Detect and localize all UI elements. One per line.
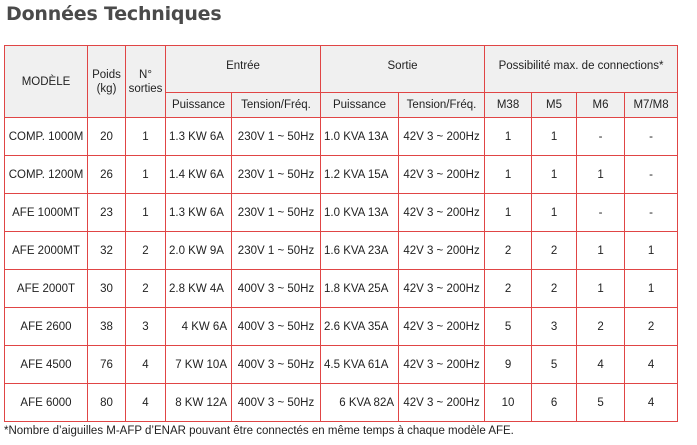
cell-m6: - [577,194,625,232]
cell-weight: 26 [88,156,126,194]
cell-output-power: 1.0 KVA 13A [321,118,399,156]
cell-m5: 3 [532,308,577,346]
cell-input-power: 4 KW 6A [166,308,232,346]
header-m6: M6 [577,93,625,118]
cell-input-voltage: 400V 3 ~ 50Hz [232,270,321,308]
cell-outputs: 1 [126,118,166,156]
cell-weight: 30 [88,270,126,308]
cell-model: AFE 4500 [5,346,88,384]
cell-output-power: 4.5 KVA 61A [321,346,399,384]
cell-m6: 1 [577,156,625,194]
table-row [5,156,678,194]
cell-m5: 2 [532,232,577,270]
cell-output-voltage: 42V 3 ~ 200Hz [399,156,485,194]
cell-model: COMP. 1000M [5,118,88,156]
cell-weight: 38 [88,308,126,346]
cell-output-power: 6 KVA 82A [321,384,399,422]
cell-m38: 9 [485,346,532,384]
header-m7m8: M7/M8 [625,93,678,118]
cell-weight: 80 [88,384,126,422]
cell-m7m8: - [625,194,678,232]
cell-model: AFE 2600 [5,308,88,346]
cell-m6: 2 [577,308,625,346]
cell-outputs: 2 [126,270,166,308]
cell-input-voltage: 230V 1 ~ 50Hz [232,232,321,270]
cell-weight: 23 [88,194,126,232]
cell-output-power: 1.6 KVA 23A [321,232,399,270]
cell-m38: 5 [485,308,532,346]
header-output-voltage: Tension/Fréq. [399,93,485,118]
cell-input-power: 7 KW 10A [166,346,232,384]
header-m5: M5 [532,93,577,118]
cell-m7m8: 2 [625,308,678,346]
cell-m7m8: 1 [625,232,678,270]
table-row [5,384,678,422]
table-row [5,232,678,270]
cell-output-voltage: 42V 3 ~ 200Hz [399,118,485,156]
cell-output-voltage: 42V 3 ~ 200Hz [399,308,485,346]
cell-input-power: 1.3 KW 6A [166,118,232,156]
cell-output-power: 2.6 KVA 35A [321,308,399,346]
header-input-voltage: Tension/Fréq. [232,93,321,118]
cell-outputs: 4 [126,346,166,384]
cell-m6: - [577,118,625,156]
cell-input-power: 2.0 KW 9A [166,232,232,270]
cell-m7m8: 4 [625,384,678,422]
cell-m7m8: 1 [625,270,678,308]
cell-m5: 1 [532,156,577,194]
cell-m38: 10 [485,384,532,422]
cell-output-power: 1.0 KVA 13A [321,194,399,232]
cell-model: AFE 6000 [5,384,88,422]
cell-m38: 2 [485,270,532,308]
header-output-power: Puissance [321,93,399,118]
cell-input-power: 8 KW 12A [166,384,232,422]
cell-m5: 2 [532,270,577,308]
cell-m7m8: 4 [625,346,678,384]
cell-outputs: 1 [126,156,166,194]
cell-input-voltage: 230V 1 ~ 50Hz [232,194,321,232]
cell-m38: 1 [485,156,532,194]
cell-input-voltage: 400V 3 ~ 50Hz [232,308,321,346]
cell-m6: 1 [577,232,625,270]
cell-weight: 76 [88,346,126,384]
cell-outputs: 1 [126,194,166,232]
cell-output-voltage: 42V 3 ~ 200Hz [399,270,485,308]
cell-output-power: 1.2 KVA 15A [321,156,399,194]
header-model: MODÈLE [5,46,88,118]
cell-output-voltage: 42V 3 ~ 200Hz [399,232,485,270]
cell-model: COMP. 1200M [5,156,88,194]
header-input-power: Puissance [166,93,232,118]
table-row [5,270,678,308]
header-input-group: Entrée [166,46,321,93]
cell-weight: 20 [88,118,126,156]
cell-output-voltage: 42V 3 ~ 200Hz [399,194,485,232]
cell-input-voltage: 230V 1 ~ 50Hz [232,118,321,156]
footnote: *Nombre d’aiguilles M-AFP d’ENAR pouvant être connectés en même temps à chaque modèle AFE. [4,425,514,437]
cell-m38: 1 [485,118,532,156]
cell-outputs: 4 [126,384,166,422]
cell-model: AFE 2000T [5,270,88,308]
cell-input-voltage: 230V 1 ~ 50Hz [232,156,321,194]
cell-input-power: 2.8 KW 4A [166,270,232,308]
cell-m38: 1 [485,194,532,232]
cell-output-power: 1.8 KVA 25A [321,270,399,308]
cell-m6: 4 [577,346,625,384]
header-weight: Poids (kg) [88,46,126,118]
table-row [5,308,678,346]
cell-m6: 5 [577,384,625,422]
cell-m7m8: - [625,156,678,194]
header-m38: M38 [485,93,532,118]
cell-model: AFE 1000MT [5,194,88,232]
cell-input-power: 1.3 KW 6A [166,194,232,232]
cell-weight: 32 [88,232,126,270]
header-connections-group: Possibilité max. de connections* [485,46,678,93]
header-outputs: N° sorties [126,46,166,118]
cell-model: AFE 2000MT [5,232,88,270]
header-output-group: Sortie [321,46,485,93]
cell-m5: 1 [532,118,577,156]
cell-outputs: 2 [126,232,166,270]
cell-m38: 2 [485,232,532,270]
cell-input-power: 1.4 KW 6A [166,156,232,194]
page-title: Données Techniques [6,3,222,25]
table-row [5,118,678,156]
cell-m5: 6 [532,384,577,422]
cell-input-voltage: 400V 3 ~ 50Hz [232,346,321,384]
cell-input-voltage: 400V 3 ~ 50Hz [232,384,321,422]
cell-m5: 1 [532,194,577,232]
cell-m7m8: - [625,118,678,156]
table-row [5,194,678,232]
cell-m6: 1 [577,270,625,308]
technical-data-table [4,45,678,422]
cell-outputs: 3 [126,308,166,346]
cell-output-voltage: 42V 3 ~ 200Hz [399,384,485,422]
cell-m5: 5 [532,346,577,384]
cell-output-voltage: 42V 3 ~ 200Hz [399,346,485,384]
table-row [5,346,678,384]
